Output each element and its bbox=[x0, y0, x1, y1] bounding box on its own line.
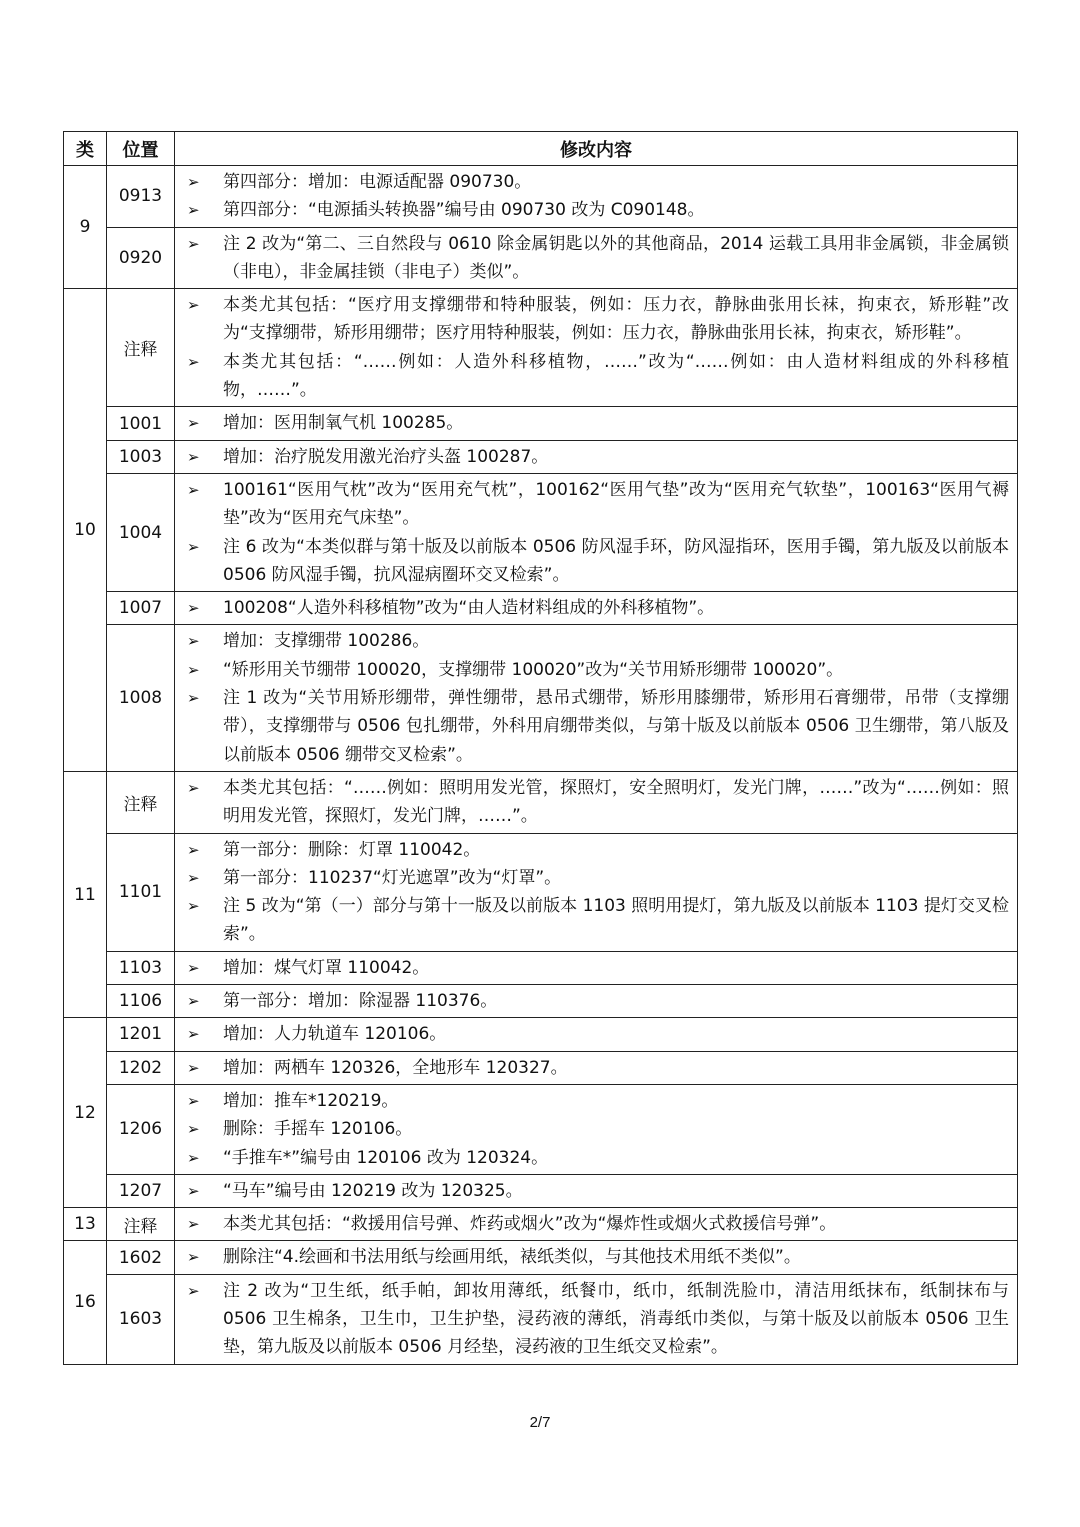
item-text: 增加：医用制氧气机 100285。 bbox=[223, 413, 464, 434]
table-row bbox=[64, 1274, 1018, 1364]
content-cell bbox=[175, 473, 1018, 591]
content-cell bbox=[175, 1018, 1018, 1051]
document-page bbox=[63, 131, 1017, 1365]
list-item bbox=[183, 443, 1009, 471]
content-cell bbox=[175, 166, 1018, 228]
arrow-bullet-icon: ➢ bbox=[187, 1148, 200, 1167]
arrow-bullet-icon: ➢ bbox=[187, 1025, 200, 1044]
item-text: 100208“人造外科移植物”改为“由人造材料组成的外科移植物”。 bbox=[223, 598, 715, 619]
arrow-bullet-icon: ➢ bbox=[187, 1181, 200, 1200]
item-text: 增加：治疗脱发用激光治疗头盔 100287。 bbox=[223, 446, 549, 467]
table-row bbox=[64, 166, 1018, 228]
content-cell bbox=[175, 1051, 1018, 1084]
position-cell: 注释 bbox=[107, 771, 175, 833]
list-item bbox=[183, 291, 1009, 348]
item-text: “马车”编号由 120219 改为 120325。 bbox=[223, 1180, 523, 1201]
arrow-bullet-icon: ➢ bbox=[187, 1120, 200, 1139]
position-cell: 1202 bbox=[107, 1051, 175, 1084]
table-row bbox=[64, 1174, 1018, 1207]
arrow-bullet-icon: ➢ bbox=[187, 1215, 200, 1234]
item-text: 增加：支撑绷带 100286。 bbox=[223, 631, 430, 652]
table-row bbox=[64, 951, 1018, 984]
item-text: 删除：手摇车 120106。 bbox=[223, 1119, 413, 1140]
arrow-bullet-icon: ➢ bbox=[187, 992, 200, 1011]
item-text: 本类尤其包括：“……例如：照明用发光管，探照灯，安全照明灯，发光门牌，……”改为“……例如：照明用发光管，探照灯，发光门牌，……”。 bbox=[223, 777, 1009, 827]
position-cell: 1007 bbox=[107, 592, 175, 625]
table-row bbox=[64, 407, 1018, 440]
list-item bbox=[183, 627, 1009, 655]
arrow-bullet-icon: ➢ bbox=[187, 778, 200, 797]
table-row bbox=[64, 1018, 1018, 1051]
list-item bbox=[183, 987, 1009, 1015]
item-text: 第四部分：“电源插头转换器”编号由 090730 改为 C090148。 bbox=[223, 200, 705, 221]
position-cell: 1008 bbox=[107, 625, 175, 771]
item-text: 增加：两栖车 120326，全地形车 120327。 bbox=[223, 1057, 568, 1078]
item-text: 第一部分：增加：除湿器 110376。 bbox=[223, 991, 498, 1012]
item-text: 注 6 改为“本类似群与第十版及以前版本 0506 防风湿手环，防风湿指环，医用手镯，第九版及以前版本 0506 防风湿手镯，抗风湿病圈环交叉检索”。 bbox=[223, 536, 1009, 585]
position-cell: 1603 bbox=[107, 1274, 175, 1364]
list-item bbox=[183, 774, 1009, 831]
arrow-bullet-icon: ➢ bbox=[187, 234, 200, 253]
item-text: 增加：人力轨道车 120106。 bbox=[223, 1024, 447, 1045]
class-cell: 10 bbox=[64, 289, 107, 772]
arrow-bullet-icon: ➢ bbox=[187, 868, 200, 887]
item-text: 本类尤其包括：“医疗用支撑绷带和特种服装，例如：压力衣，静脉曲张用长袜，拘束衣，矫形鞋”改为“支撑绷带，矫形用绷带；医疗用特种服装，例如：压力衣，静脉曲张用长袜，拘束衣，矫形鞋”。 bbox=[223, 295, 1009, 344]
list-item bbox=[183, 594, 1009, 622]
list-item bbox=[183, 476, 1009, 533]
content-cell bbox=[175, 833, 1018, 951]
arrow-bullet-icon: ➢ bbox=[187, 840, 200, 859]
arrow-bullet-icon: ➢ bbox=[187, 599, 200, 618]
item-text: 注 2 改为“卫生纸，纸手帕，卸妆用薄纸，纸餐巾，纸巾，纸制洗脸巾，清洁用纸抹布，纸制抹布与 0506 卫生棉条，卫生巾，卫生护垫，浸药液的薄纸，消毒纸巾类似，与第十版及以前版本 0506 卫生垫，第九版及以前版本 0506 月经垫，浸药液的卫生纸交叉检索”。 bbox=[223, 1280, 1009, 1358]
table-row bbox=[64, 1051, 1018, 1084]
class-cell: 13 bbox=[64, 1208, 107, 1241]
table-row bbox=[64, 1241, 1018, 1274]
list-item bbox=[183, 954, 1009, 982]
list-item bbox=[183, 196, 1009, 224]
item-text: 增加：推车*120219。 bbox=[223, 1090, 399, 1111]
arrow-bullet-icon: ➢ bbox=[187, 414, 200, 433]
item-text: 第四部分：增加：电源适配器 090730。 bbox=[223, 172, 532, 192]
position-cell: 1201 bbox=[107, 1018, 175, 1051]
page-number: 2/7 bbox=[529, 1414, 551, 1431]
list-item bbox=[183, 656, 1009, 684]
position-cell: 1101 bbox=[107, 833, 175, 951]
list-item bbox=[183, 864, 1009, 892]
list-item bbox=[183, 684, 1009, 769]
item-text: 增加：煤气灯罩 110042。 bbox=[223, 957, 430, 978]
arrow-bullet-icon: ➢ bbox=[187, 480, 200, 499]
content-cell bbox=[175, 1274, 1018, 1364]
item-text: 第一部分：110237“灯光遮罩”改为“灯罩”。 bbox=[223, 867, 562, 888]
header-class: 类 bbox=[64, 132, 107, 166]
class-cell: 9 bbox=[64, 166, 107, 289]
content-cell bbox=[175, 289, 1018, 407]
item-text: 本类尤其包括：“救援用信号弹、炸药或烟火”改为“爆炸性或烟火式救援信号弹”。 bbox=[223, 1214, 837, 1235]
content-cell bbox=[175, 440, 1018, 473]
arrow-bullet-icon: ➢ bbox=[187, 632, 200, 651]
list-item bbox=[183, 1144, 1009, 1172]
list-item bbox=[183, 1087, 1009, 1115]
list-item bbox=[183, 409, 1009, 437]
position-cell: 0913 bbox=[107, 166, 175, 228]
arrow-bullet-icon: ➢ bbox=[187, 958, 200, 977]
table-body bbox=[64, 166, 1018, 1365]
arrow-bullet-icon: ➢ bbox=[187, 897, 200, 916]
content-cell bbox=[175, 771, 1018, 833]
revision-table bbox=[63, 131, 1018, 1365]
list-item bbox=[183, 1243, 1009, 1271]
item-text: “手推车*”编号由 120106 改为 120324。 bbox=[223, 1147, 549, 1168]
item-text: 删除注“4.绘画和书法用纸与绘画用纸，裱纸类似，与其他技术用纸不类似”。 bbox=[223, 1247, 801, 1268]
position-cell: 1207 bbox=[107, 1174, 175, 1207]
list-item bbox=[183, 1277, 1009, 1362]
arrow-bullet-icon: ➢ bbox=[187, 1058, 200, 1077]
position-cell: 1206 bbox=[107, 1084, 175, 1174]
position-cell: 1103 bbox=[107, 951, 175, 984]
arrow-bullet-icon: ➢ bbox=[187, 296, 200, 315]
position-cell: 1602 bbox=[107, 1241, 175, 1274]
content-cell bbox=[175, 407, 1018, 440]
list-item bbox=[183, 1020, 1009, 1048]
class-cell: 12 bbox=[64, 1018, 107, 1208]
item-text: 注 2 改为“第二、三自然段与 0610 除金属钥匙以外的其他商品，2014 运载工具用非金属锁，非金属锁（非电），非金属挂锁（非电子）类似”。 bbox=[223, 233, 1009, 282]
item-text: 第一部分：删除：灯罩 110042。 bbox=[223, 839, 481, 860]
list-item bbox=[183, 1054, 1009, 1082]
arrow-bullet-icon: ➢ bbox=[187, 352, 200, 371]
list-item bbox=[183, 230, 1009, 287]
arrow-bullet-icon: ➢ bbox=[187, 660, 200, 679]
item-text: 注 1 改为“关节用矫形绷带，弹性绷带，悬吊式绷带，矫形用膝绷带，矫形用石膏绷带，吊带（支撑绷带），支撑绷带与 0506 包扎绷带，外科用肩绷带类似，与第十版及以前版本 0506 卫生绷带，第八版及以前版本 0506 绷带交叉检索”。 bbox=[223, 688, 1009, 765]
table-row bbox=[64, 985, 1018, 1018]
table-row bbox=[64, 592, 1018, 625]
arrow-bullet-icon: ➢ bbox=[187, 1281, 200, 1300]
content-cell bbox=[175, 592, 1018, 625]
list-item bbox=[183, 1115, 1009, 1143]
content-cell bbox=[175, 1241, 1018, 1274]
list-item bbox=[183, 168, 1009, 196]
header-content: 修改内容 bbox=[175, 132, 1018, 166]
content-cell bbox=[175, 951, 1018, 984]
position-cell: 0920 bbox=[107, 227, 175, 289]
class-cell: 16 bbox=[64, 1241, 107, 1364]
table-row bbox=[64, 289, 1018, 407]
arrow-bullet-icon: ➢ bbox=[187, 1248, 200, 1267]
position-cell: 1106 bbox=[107, 985, 175, 1018]
table-row bbox=[64, 771, 1018, 833]
item-text: “矫形用关节绷带 100020，支撑绷带 100020”改为“关节用矫形绷带 100020”。 bbox=[223, 659, 844, 680]
item-text: 100161“医用气枕”改为“医用充气枕”，100162“医用气垫”改为“医用充气软垫”，100163“医用气褥垫”改为“医用充气床垫”。 bbox=[223, 479, 1009, 529]
content-cell bbox=[175, 227, 1018, 289]
arrow-bullet-icon: ➢ bbox=[187, 537, 200, 556]
content-cell bbox=[175, 1084, 1018, 1174]
content-cell bbox=[175, 625, 1018, 771]
table-row bbox=[64, 625, 1018, 771]
position-cell: 1004 bbox=[107, 473, 175, 591]
table-header-row bbox=[64, 132, 1018, 166]
item-text: 本类尤其包括：“……例如：人造外科移植物，……”改为“……例如：由人造材料组成的外科移植物，……”。 bbox=[223, 351, 1009, 401]
list-item bbox=[183, 1210, 1009, 1238]
position-cell: 1001 bbox=[107, 407, 175, 440]
arrow-bullet-icon: ➢ bbox=[187, 173, 200, 191]
position-cell: 1003 bbox=[107, 440, 175, 473]
content-cell bbox=[175, 1208, 1018, 1241]
list-item bbox=[183, 533, 1009, 590]
list-item bbox=[183, 836, 1009, 864]
class-cell: 11 bbox=[64, 771, 107, 1017]
table-row bbox=[64, 1208, 1018, 1241]
position-cell: 注释 bbox=[107, 1208, 175, 1241]
table-row bbox=[64, 1084, 1018, 1174]
table-row bbox=[64, 473, 1018, 591]
header-position: 位置 bbox=[107, 132, 175, 166]
arrow-bullet-icon: ➢ bbox=[187, 201, 200, 220]
table-row bbox=[64, 227, 1018, 289]
arrow-bullet-icon: ➢ bbox=[187, 1091, 200, 1110]
arrow-bullet-icon: ➢ bbox=[187, 447, 200, 466]
item-text: 注 5 改为“第（一）部分与第十一版及以前版本 1103 照明用提灯，第九版及以前版本 1103 提灯交叉检索”。 bbox=[223, 896, 1009, 945]
list-item bbox=[183, 892, 1009, 949]
table-row bbox=[64, 833, 1018, 951]
content-cell bbox=[175, 1174, 1018, 1207]
content-cell bbox=[175, 985, 1018, 1018]
arrow-bullet-icon: ➢ bbox=[187, 689, 200, 708]
position-cell: 注释 bbox=[107, 289, 175, 407]
list-item bbox=[183, 348, 1009, 405]
table-row bbox=[64, 440, 1018, 473]
list-item bbox=[183, 1177, 1009, 1205]
